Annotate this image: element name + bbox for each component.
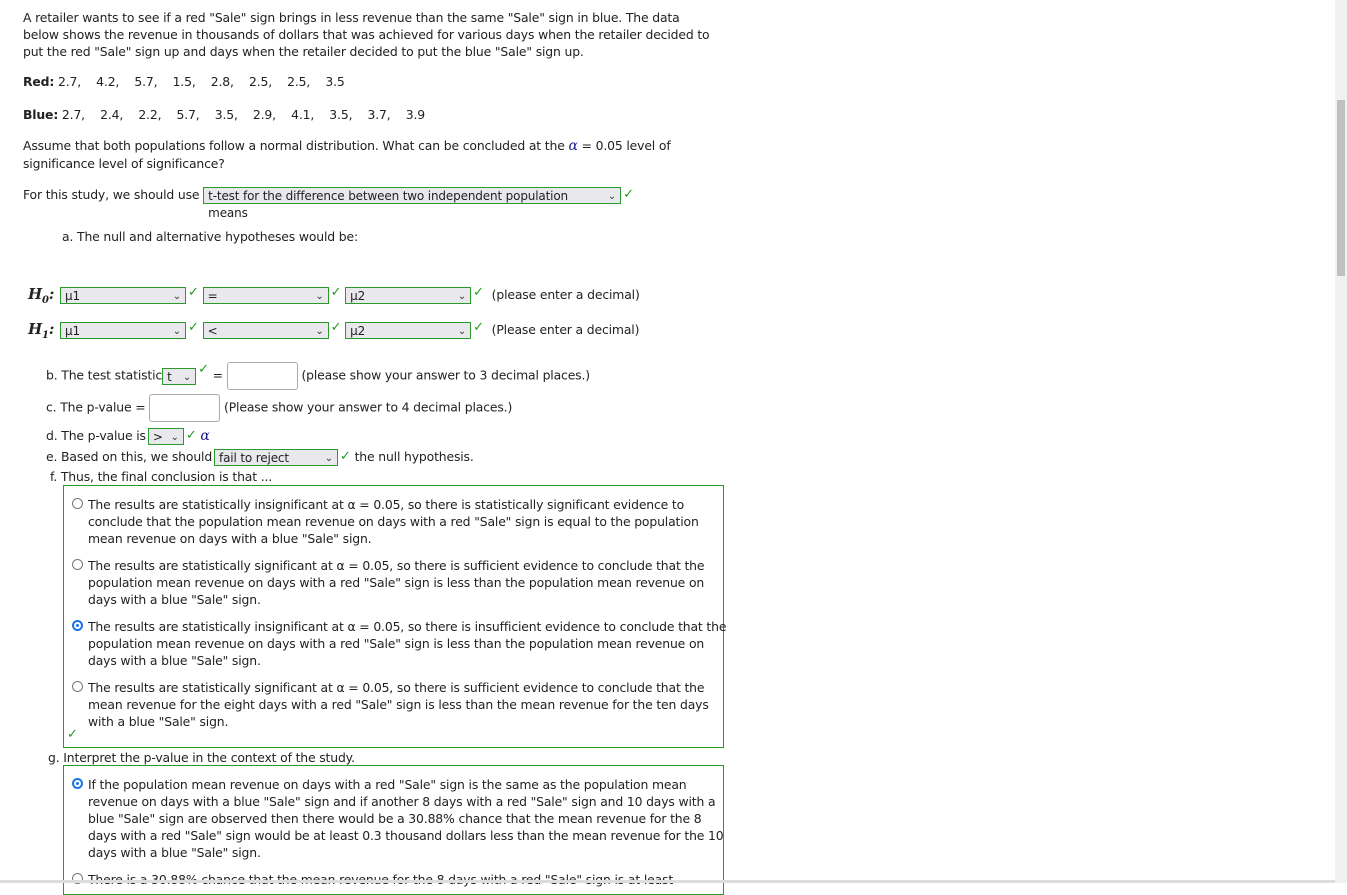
p-value-comparison-select[interactable]: > ⌄ (148, 428, 184, 445)
part-c-row (46, 394, 512, 422)
statistic-select[interactable]: t ⌄ (162, 368, 196, 385)
assume-post: = 0.05 level of significance level of significance? (23, 138, 671, 171)
radio-button[interactable] (72, 681, 83, 692)
study-test-value: t-test for the difference between two independent population means (208, 189, 569, 220)
part-e-post: the null hypothesis. (354, 449, 474, 464)
part-a-label: a. The null and alternative hypotheses would be: (62, 229, 358, 244)
part-b-note: (please show your answer to 3 decimal places.) (301, 367, 590, 383)
chevron-down-icon: ⌄ (182, 371, 192, 383)
chevron-down-icon: ⌄ (457, 291, 467, 302)
check-icon: ✓ (473, 320, 484, 335)
part-d-row (46, 428, 210, 445)
chevron-down-icon: ⌄ (172, 326, 182, 337)
check-icon: ✓ (473, 285, 484, 300)
h0-operator-select[interactable]: = ⌄ (203, 287, 329, 304)
interpretation-option[interactable]: If the population mean revenue on days with a red "Sale" sign is the same as the population mean revenue on days with a blue "Sale" sign and if another 8 days with a red "Sale" sign and 10 days with a blue "Sale" sign are observed then there would be a 30.88% chance that the mean revenue for the 8 days with a red "Sale" sign would be at least 0.3 thousand dollars less than the mean revenue for the 10 days with a blue "Sale" sign. (88, 776, 728, 861)
chevron-down-icon: ⌄ (172, 291, 182, 302)
blue-values: 2.7, 2.4, 2.2, 5.7, 3.5, 2.9, 4.1, 3.5, 3.7, 3.9 (61, 107, 425, 122)
check-icon: ✓ (188, 285, 199, 300)
conclusion-option[interactable]: The results are statistically significant at α = 0.05, so there is sufficient evidence to conclude that the mean revenue for the eight days with a red "Sale" sign is less than the mean revenue for the ten days with a blue "Sale" sign. (88, 679, 728, 730)
chevron-down-icon: ⌄ (170, 432, 179, 443)
part-b-row (46, 362, 590, 390)
assumption-text (23, 137, 723, 172)
part-e-row (46, 449, 474, 466)
p-value-input[interactable] (149, 394, 220, 422)
radio-button[interactable] (72, 559, 83, 570)
radio-button[interactable] (72, 498, 83, 509)
h0-left-select[interactable]: μ1 ⌄ (60, 287, 186, 304)
h1-symbol: $H_1$: (28, 320, 55, 341)
interpretation-options (63, 765, 724, 895)
blue-label: Blue: (23, 107, 59, 122)
alpha-symbol: α (568, 138, 578, 154)
conclusion-option[interactable]: The results are statistically significant at α = 0.05, so there is sufficient evidence to conclude that the population mean revenue on days with a red "Sale" sign is less than the population mean revenue on days with a blue "Sale" sign. (88, 557, 728, 608)
check-icon: ✓ (330, 285, 342, 300)
h1-row (28, 320, 639, 341)
check-icon: ✓ (623, 187, 634, 202)
study-label: For this study, we should use (23, 187, 200, 202)
h1-right-select[interactable]: μ2 ⌄ (345, 322, 471, 339)
h1-left-select[interactable]: μ1 ⌄ (60, 322, 186, 339)
check-icon: ✓ (198, 362, 209, 377)
check-icon: ✓ (340, 449, 351, 464)
part-c-note: (Please show your answer to 4 decimal places.) (224, 399, 513, 415)
red-data (23, 73, 345, 90)
alpha-symbol: α (200, 428, 210, 444)
equals-sign: = (212, 367, 223, 383)
h1-note: (Please enter a decimal) (491, 322, 640, 337)
red-label: Red: (23, 74, 55, 89)
part-b-label: b. The test statistic (46, 367, 163, 383)
radio-button-selected[interactable] (72, 778, 83, 789)
decision-select[interactable]: fail to reject ⌄ (214, 449, 338, 466)
h0-right-select[interactable]: μ2 ⌄ (345, 287, 471, 304)
chevron-down-icon: ⌄ (607, 191, 617, 202)
part-c-label: c. The p-value = (46, 399, 146, 415)
radio-button-selected[interactable] (72, 620, 83, 631)
part-f-label: f. Thus, the final conclusion is that ... (50, 469, 273, 484)
h0-symbol: $H_0$: (28, 285, 55, 306)
check-icon: ✓ (185, 428, 197, 443)
chevron-down-icon: ⌄ (457, 326, 467, 337)
check-icon: ✓ (330, 320, 342, 335)
conclusion-option[interactable]: The results are statistically insignificant at α = 0.05, so there is statistically significant evidence to conclude that the population mean revenue on days with a red "Sale" sign is equal to the population mean revenue on days with a blue "Sale" sign. (88, 496, 728, 547)
chevron-down-icon: ⌄ (315, 326, 324, 337)
h0-note: (please enter a decimal) (491, 287, 640, 302)
vertical-scrollbar[interactable] (1335, 0, 1347, 883)
red-values: 2.7, 4.2, 5.7, 1.5, 2.8, 2.5, 2.5, 3.5 (57, 74, 345, 89)
h0-row (28, 285, 640, 306)
h1-operator-select[interactable]: < ⌄ (203, 322, 329, 339)
check-icon: ✓ (188, 320, 199, 335)
study-row (23, 187, 634, 220)
chevron-down-icon: ⌄ (315, 291, 324, 302)
part-d-label: d. The p-value is (46, 428, 146, 443)
study-test-select[interactable] (203, 187, 621, 220)
problem-intro: A retailer wants to see if a red "Sale" sign brings in less revenue than the same "Sale" sign in blue. The data below shows the revenue in thousands of dollars that was achieved for various days when the retailer decided to put the red "Sale" sign up and days when the retailer decided to put the blue "Sale" sign up. (23, 10, 710, 59)
check-icon: ✓ (67, 727, 78, 742)
scrollbar-thumb[interactable] (1337, 100, 1345, 276)
part-g-label: g. Interpret the p-value in the context of the study. (48, 750, 355, 765)
conclusion-option[interactable]: The results are statistically insignificant at α = 0.05, so there is insufficient evidence to conclude that the population mean revenue on days with a red "Sale" sign is less than the population mean revenue on days with a blue "Sale" sign. (88, 618, 728, 669)
conclusion-options (63, 485, 727, 748)
blue-data (23, 106, 425, 123)
chevron-down-icon: ⌄ (324, 453, 334, 464)
test-statistic-input[interactable] (227, 362, 298, 390)
part-e-label: e. Based on this, we should (46, 449, 213, 464)
assume-pre: Assume that both populations follow a normal distribution. What can be concluded at the (23, 138, 569, 153)
